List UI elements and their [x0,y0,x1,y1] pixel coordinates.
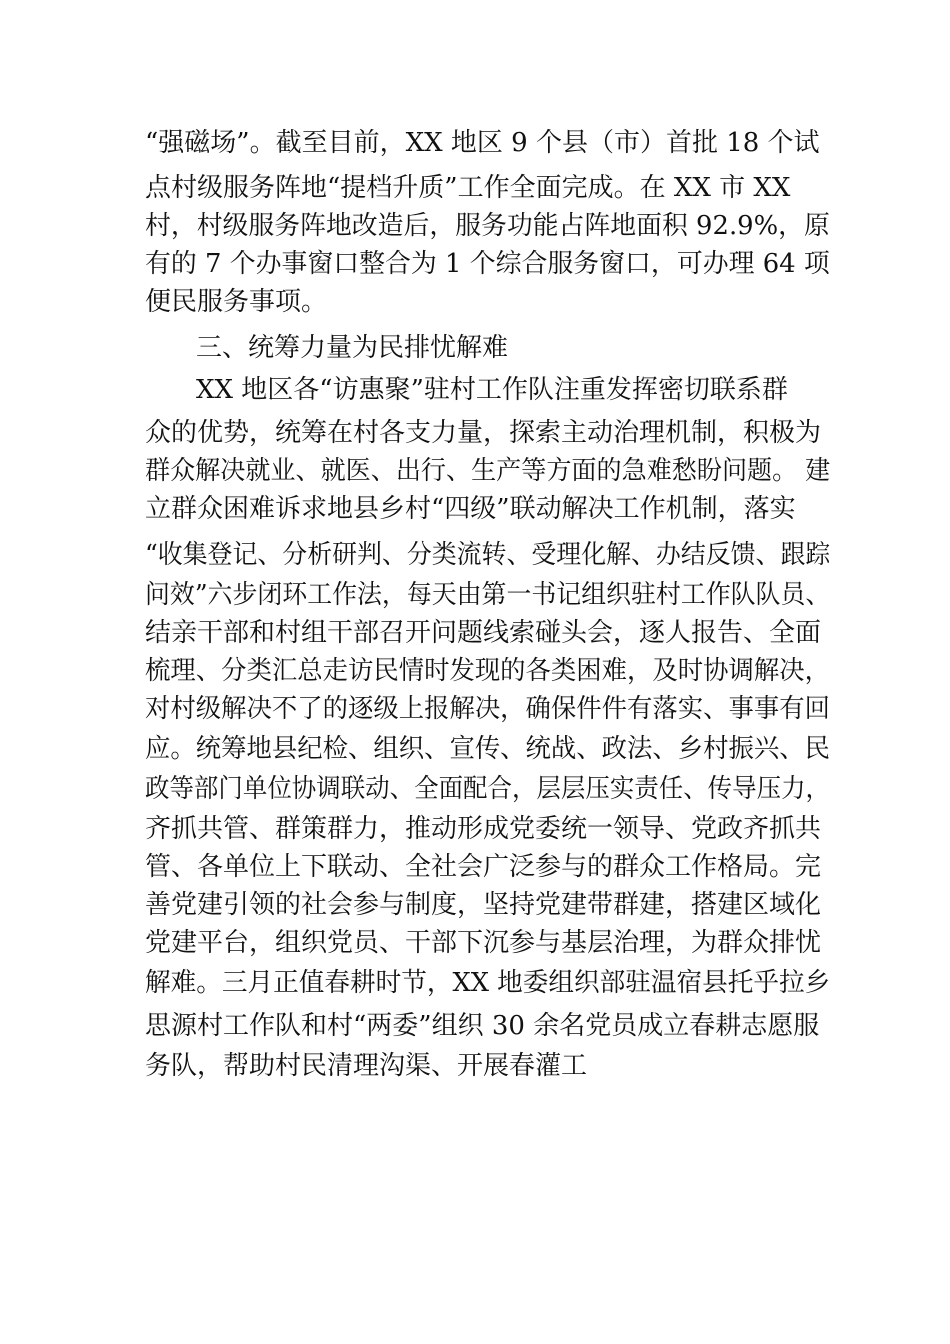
section-heading: 三、统筹力量为民排忧解难 [196,333,509,363]
text-line: 管、各单位上下联动、全社会广泛参与的群众工作格局。完 [145,852,822,882]
text-line: 群众解决就业、就医、出行、生产等方面的急难愁盼问题。 建 [145,456,831,486]
text-line: “强磁场”。截至目前，XX 地区 9 个县（市）首批 18 个试 [145,128,820,158]
text-line: 应。统筹地县纪检、组织、宣传、统战、政法、乡村振兴、民 [145,734,831,764]
text-line: 村，村级服务阵地改造后，服务功能占阵地面积 92.9%，原 [145,211,830,241]
text-line: 有的 7 个办事窗口整合为 1 个综合服务窗口，可办理 64 项 [145,249,830,279]
text-line: 对村级解决不了的逐级上报解决，确保件件有落实、事事有回 [145,694,831,724]
text-line: 点村级服务阵地“提档升质”工作全面完成。在 XX 市 XX [145,173,791,203]
text-line: 梳理、分类汇总走访民情时发现的各类困难，及时协调解决， [145,656,831,686]
text-line: 思源村工作队和村“两委”组织 30 余名党员成立春耕志愿服 [145,1011,820,1041]
text-line: 便民服务事项。 [145,287,328,317]
text-line: 党建平台，组织党员、干部下沉参与基层治理，为群众排忧 [145,928,822,958]
text-line: 务队，帮助村民清理沟渠、开展春灌工 [145,1051,588,1081]
text-line: XX 地区各“访惠聚”驻村工作队注重发挥密切联系群 [196,375,788,405]
text-line: 善党建引领的社会参与制度，坚持党建带群建，搭建区域化 [145,890,822,920]
text-line: 众的优势，统筹在村各支力量，探索主动治理机制，积极为 [145,418,822,448]
text-line: 齐抓共管、群策群力，推动形成党委统一领导、党政齐抓共 [145,814,822,844]
text-line: 政等部门单位协调联动、全面配合，层层压实责任、传导压力， [145,774,831,804]
text-line: 问效”六步闭环工作法，每天由第一书记组织驻村工作队队员、 [145,580,831,610]
text-line: 解难。三月正值春耕时节，XX 地委组织部驻温宿县托乎拉乡 [145,968,831,998]
text-line: “收集登记、分析研判、分类流转、受理化解、办结反馈、跟踪 [145,540,831,570]
text-line: 立群众困难诉求地县乡村“四级”联动解决工作机制，落实 [145,494,796,524]
text-line: 结亲干部和村组干部召开问题线索碰头会，逐人报告、全面 [145,618,822,648]
